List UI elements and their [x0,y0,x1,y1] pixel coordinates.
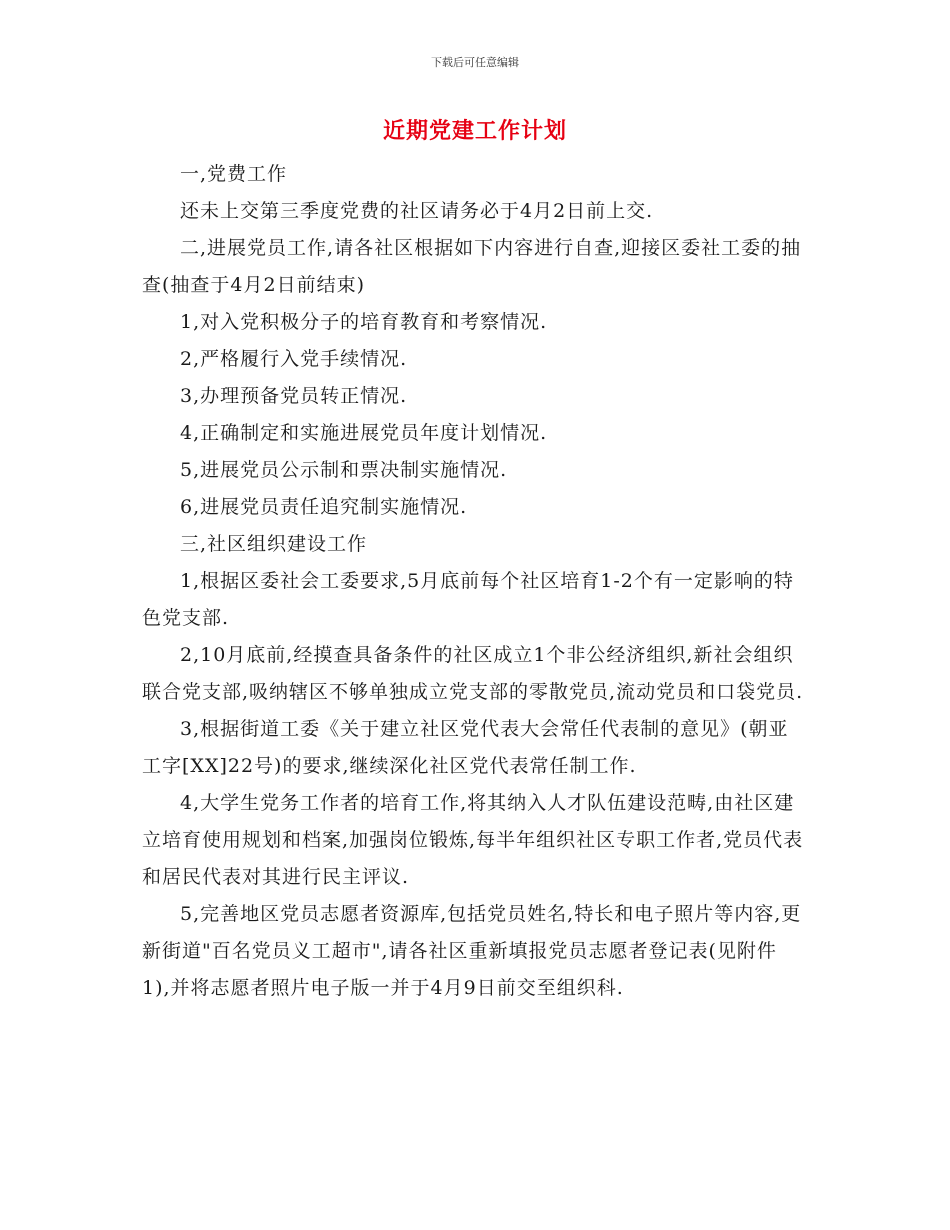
paragraph-item: 3,办理预备党员转正情况. [180,385,408,407]
paragraph-section-3-heading: 三,社区组织建设工作 [180,533,368,555]
paragraph-item: 5,进展党员公示制和票决制实施情况. [180,459,508,481]
paragraph-section-2-heading: 二,进展党员工作,请各社区根据如下内容进行自查,迎接区委社工委的抽查(抽查于4月2日前结束) [142,237,802,296]
paragraph-item: 5,完善地区党员志愿者资源库,包括党员姓名,特长和电子照片等内容,更新街道"百名党员义工超市",请各社区重新填报党员志愿者登记表(见附件1),并将志愿者照片电子版一并于4月9日前交至组织科. [142,903,802,999]
paragraph-section-1-heading: 一,党费工作 [180,163,288,185]
paragraph-item: 4,正确制定和实施进展党员年度计划情况. [180,422,548,444]
paragraph-item: 6,进展党员责任追究制实施情况. [180,496,468,518]
paragraph-item: 3,根据街道工委《关于建立社区党代表大会常任代表制的意见》(朝亚工字[XX]22号)的要求,继续深化社区党代表常任制工作. [142,718,789,777]
paragraph-party-fee: 还未上交第三季度党费的社区请务必于4月2日前上交. [180,200,654,222]
header-note: 下载后可任意编辑 [431,56,519,69]
paragraph-item: 1,对入党积极分子的培育教育和考察情况. [180,311,548,333]
paragraph-item: 4,大学生党务工作者的培育工作,将其纳入人才队伍建设范畴,由社区建立培育使用规划和档案,加强岗位锻炼,每半年组织社区专职工作者,党员代表和居民代表对其进行民主评议. [142,792,804,888]
document-body [142,156,804,1007]
paragraph-item: 2,10月底前,经摸查具备条件的社区成立1个非公经济组织,新社会组织联合党支部,吸纳辖区不够单独成立党支部的零散党员,流动党员和口袋党员. [142,644,804,703]
paragraph-item: 1,根据区委社会工委要求,5月底前每个社区培育1-2个有一定影响的特色党支部. [142,570,794,629]
document-title: 近期党建工作计划 [382,118,567,144]
paragraph-item: 2,严格履行入党手续情况. [180,348,408,370]
